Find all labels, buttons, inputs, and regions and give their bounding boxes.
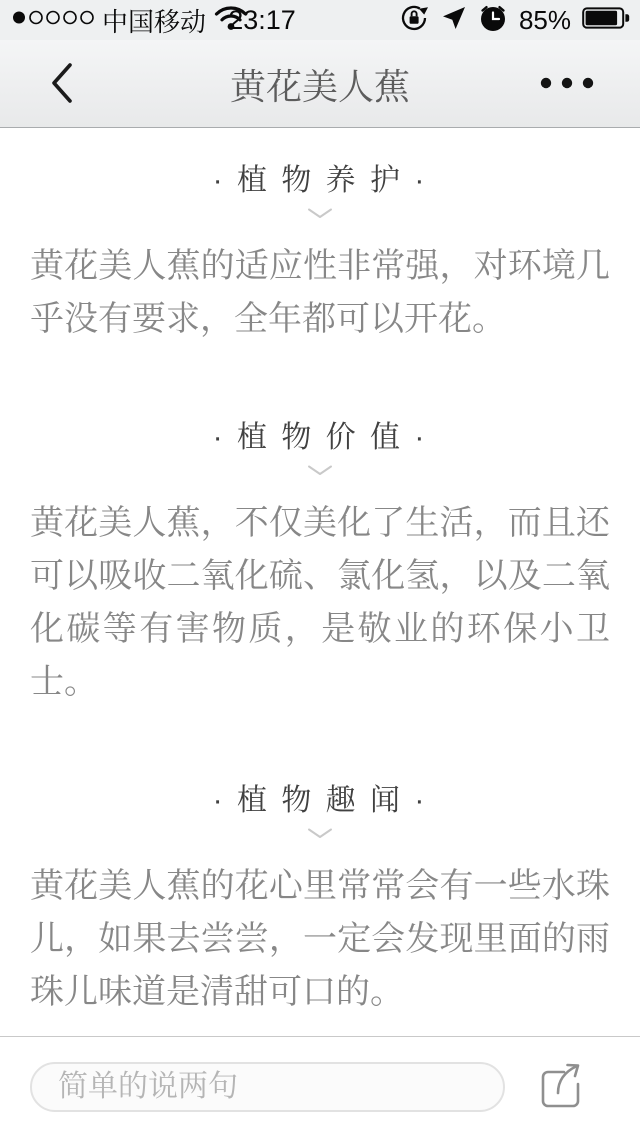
share-icon: [534, 1058, 586, 1115]
back-button[interactable]: [42, 62, 82, 106]
chevron-down-icon: [30, 464, 610, 477]
chevron-down-icon: [30, 827, 610, 840]
carrier-label: 中国移动: [102, 6, 207, 37]
article-content: [0, 129, 640, 1036]
battery-percent-label: 85%: [518, 4, 571, 35]
chevron-down-icon: [30, 207, 610, 220]
alarm-clock-icon: [478, 3, 508, 38]
status-bar: [0, 0, 640, 40]
section-title: · 植 物 养 护 ·: [212, 164, 428, 197]
section-paragraph: 黄花美人蕉的适应性非常强，对环境几乎没有要求，全年都可以开花。: [30, 247, 610, 338]
section-plant-value: [30, 418, 610, 709]
more-button[interactable]: [534, 62, 600, 106]
section-paragraph: 黄花美人蕉的花心里常常会有一些水珠儿，如果去尝尝，一定会发现里面的雨珠儿味道是清甜可口的。: [30, 867, 610, 1011]
nav-bar: [0, 40, 640, 128]
status-right-group: [398, 0, 630, 40]
battery-icon: [582, 6, 630, 35]
rotation-lock-icon: [398, 2, 430, 39]
section-paragraph: 黄花美人蕉，不仅美化了生活，而且还可以吸收二氧化硫、氯化氢，以及二氧化碳等有害物质，是敬业的环保小卫士。: [30, 504, 610, 701]
location-arrow-icon: [441, 5, 467, 36]
clock-label: 23:17: [228, 4, 296, 35]
signal-dots-icon: [12, 10, 94, 30]
page-title: 黄花美人蕉: [229, 65, 410, 107]
chevron-left-icon: [49, 61, 75, 108]
section-plant-trivia: [30, 781, 610, 1019]
comment-input[interactable]: [30, 1062, 505, 1112]
section-plant-care: [30, 161, 610, 346]
ellipsis-icon: [538, 76, 596, 93]
comment-bar: [0, 1036, 640, 1136]
section-title: · 植 物 价 值 ·: [212, 421, 428, 454]
share-button[interactable]: [525, 1055, 595, 1119]
section-title: · 植 物 趣 闻 ·: [212, 784, 428, 817]
